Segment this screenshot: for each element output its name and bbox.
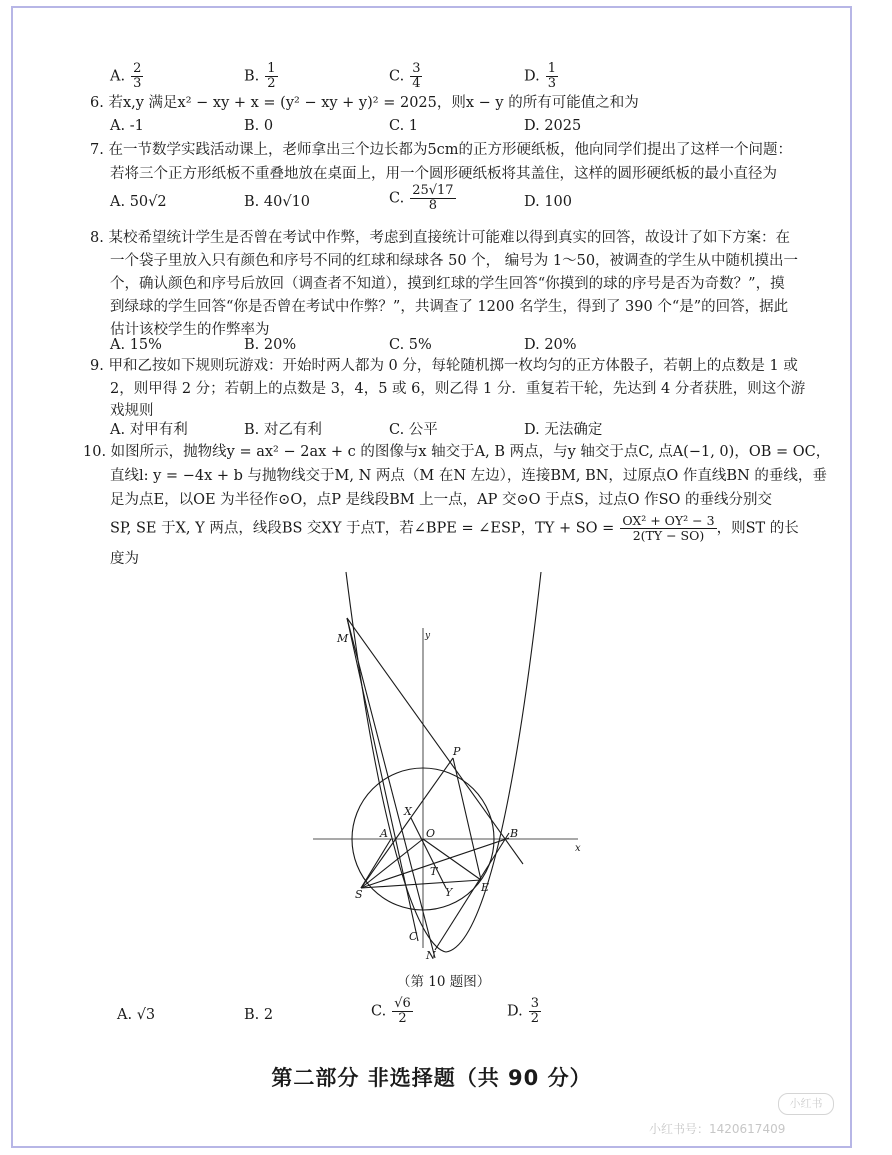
- line-pe: [453, 758, 481, 880]
- q9-option-d: D. 无法确定: [524, 422, 603, 438]
- q9-option-c: C. 公平: [389, 422, 438, 438]
- label-o: O: [426, 827, 436, 840]
- q9-option-a: A. 对甲有利: [110, 422, 188, 438]
- q10-diagram: [313, 568, 603, 968]
- q7-option-c: C. $\frac{25√17}{8}$: [389, 183, 454, 213]
- label-p: P: [453, 745, 461, 758]
- label-n: N: [426, 949, 436, 962]
- q8-line-3: 个，确认颜色和序号后放回（调查者不知道），摸到红球的学生回答“你摸到的球的序号是否为奇数？”，摸: [110, 276, 785, 292]
- section-title: 第二部分 非选择题（共 90 分）: [271, 1066, 592, 1090]
- q10-option-a: A. √3: [117, 1007, 156, 1023]
- q6-option-c: C. 1: [389, 118, 419, 134]
- q8-option-a: A. 15%: [110, 337, 162, 353]
- line-ap: [361, 758, 453, 888]
- q10-option-c: C. $\frac{√6}{2}$: [371, 996, 411, 1026]
- q6-option-a: A. -1: [110, 118, 144, 134]
- q10-line-5: 度为: [110, 551, 139, 567]
- line-os: [361, 839, 423, 888]
- q7-option-a: A. 50√2: [110, 194, 167, 210]
- label-y: y: [425, 631, 431, 641]
- q6-option-d: D. 2025: [524, 118, 582, 134]
- watermark-logo: 小红书: [778, 1093, 834, 1115]
- q9-line-1: 9. 甲和乙按如下规则玩游戏：开始时两人都为 0 分，每轮随机掷一枚均匀的正方体骰子，若朝上的点数是 1 或: [90, 358, 798, 374]
- q10-line-2: 直线l: y = −4x + b 与抛物线交于M, N 两点（M 在N 左边），连接BM, BN，过原点O 作直线BN 的垂线，垂: [110, 468, 827, 484]
- label-x: X: [404, 805, 412, 818]
- figure-caption: （第 10 题图）: [397, 974, 491, 990]
- parabola: [346, 572, 541, 952]
- q9-line-2: 2，则甲得 2 分；若朝上的点数是 3，4，5 或 6，则乙得 1 分．重复若干轮，先达到 4 分者获胜，则这个游: [110, 381, 806, 397]
- q7-option-d: D. 100: [524, 194, 573, 210]
- q5-option-c: C. $\frac{3}{4}$: [389, 61, 421, 91]
- line-l: [347, 618, 435, 958]
- q5-option-a: A. $\frac{2}{3}$: [110, 61, 142, 91]
- q8-option-d: D. 20%: [524, 337, 577, 353]
- q7-line-2: 若将三个正方形纸板不重叠地放在桌面上，用一个圆形硬纸板将其盖住，这样的圆形硬纸板的最小直径为: [110, 166, 777, 182]
- q8-line-2: 一个袋子里放入只有颜色和序号不同的红球和绿球各 50 个， 编号为 1～50，被调查的学生从中随机摸出一: [110, 253, 799, 269]
- q10-line-1: 10. 如图所示，抛物线y = ax² − 2ax + c 的图像与x 轴交于A, B 两点，与y 轴交于点C, 点A(−1, 0)，OB = OC，: [83, 444, 831, 460]
- q8-line-1: 8. 某校希望统计学生是否曾在考试中作弊，考虑到直接统计可能难以得到真实的回答，故设计了如下方案：在: [90, 230, 790, 246]
- label-c: C: [409, 930, 418, 943]
- q7-option-b: B. 40√10: [244, 194, 311, 210]
- q7-line-1: 7. 在一节数学实践活动课上，老师拿出三个边长都为5cm的正方形硬纸板，他向同学们提出了这样一个问题：: [90, 142, 793, 158]
- q6-option-b: B. 0: [244, 118, 274, 134]
- label-t: T: [430, 865, 438, 878]
- exam-page: [13, 8, 850, 1146]
- q5-option-d: D. $\frac{1}{3}$: [524, 61, 556, 91]
- q10-option-d: D. $\frac{3}{2}$: [507, 996, 539, 1026]
- q10-option-b: B. 2: [244, 1007, 274, 1023]
- watermark-id: 小红书号：1420617409: [649, 1122, 786, 1136]
- label-b: B: [510, 827, 519, 840]
- q10-line-4: SP, SE 于X, Y 两点，线段BS 交XY 于点T，若∠BPE = ∠ESP，TY + SO = $\frac{\text{OX² + OY² − 3}}{2(TY - SO)}$ ，则ST 的长: [110, 513, 799, 543]
- label-m: M: [337, 632, 349, 645]
- q8-line-4: 到绿球的学生回答“你是否曾在考试中作弊？”，共调查了 1200 名学生，得到了 390 个“是”的回答，据此: [110, 299, 789, 315]
- q9-line-3: 戏规则: [110, 403, 154, 419]
- line-se: [361, 880, 481, 888]
- q5-option-b: B. $\frac{1}{2}$: [244, 61, 276, 91]
- q10-line-3: 足为点E，以OE 为半径作⊙O，点P 是线段BM 上一点，AP 交⊙O 于点S，过点O 作SO 的垂线分别交: [110, 492, 773, 508]
- q8-option-b: B. 20%: [244, 337, 297, 353]
- q9-option-b: B. 对乙有利: [244, 422, 322, 438]
- q6-stem: 6. 若x,y 满足x² − xy + x = (y² − xy + y)² = 2025，则x − y 的所有可能值之和为: [90, 95, 639, 111]
- label-a: A: [380, 827, 388, 840]
- line-ab: [361, 839, 391, 888]
- label-y-point: Y: [445, 886, 453, 899]
- label-s: S: [355, 888, 363, 901]
- label-x-axis: x: [575, 843, 581, 854]
- label-e: E: [481, 881, 490, 894]
- q8-line-5: 估计该校学生的作弊率为: [110, 322, 270, 338]
- page-frame: [11, 6, 852, 1148]
- q8-option-c: C. 5%: [389, 337, 432, 353]
